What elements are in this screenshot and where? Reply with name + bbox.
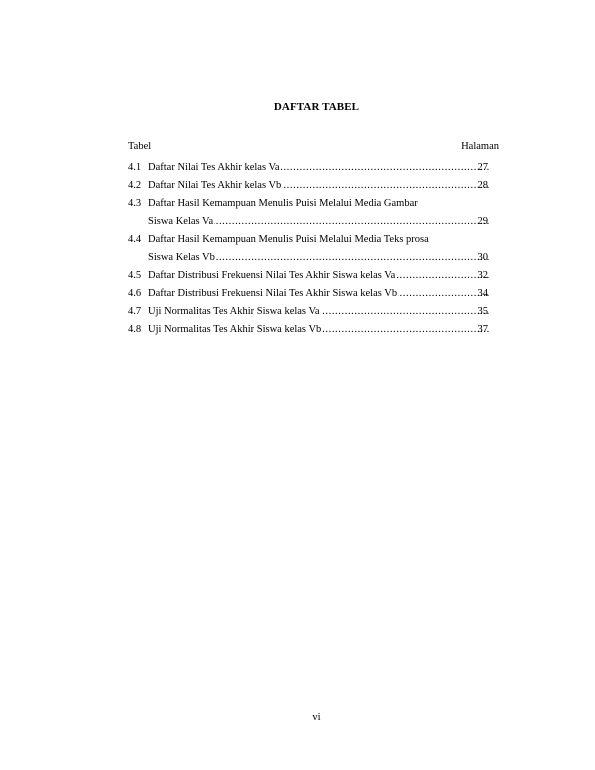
entry-number: 4.5 [128, 270, 142, 281]
toc-entry [128, 305, 499, 323]
page-number: vi [312, 712, 321, 723]
toc-header [128, 141, 499, 155]
toc-entry [128, 323, 499, 341]
entry-title-line-with-leader [148, 161, 490, 175]
entry-page-number: 35 [477, 306, 488, 317]
entry-title-line-with-leader [148, 287, 490, 301]
entry-number: 4.2 [128, 180, 142, 191]
toc-entry [128, 287, 499, 305]
entry-title-text: Uji Normalitas Tes Akhir Siswa kelas Va [148, 306, 320, 317]
entry-title-line [148, 197, 490, 211]
entry-number: 4.7 [128, 306, 142, 317]
entry-page-number: 37 [477, 324, 488, 335]
page-title: DAFTAR TABEL [273, 101, 360, 113]
entry-title-text: Daftar Hasil Kemampuan Menulis Puisi Melalui Media Gambar [148, 198, 418, 209]
entry-title-text: Daftar Distribusi Frekuensi Nilai Tes Akhir Siswa kelas Va [148, 270, 396, 281]
entry-title-text: Daftar Hasil Kemampuan Menulis Puisi Melalui Media Teks prosa [148, 234, 429, 245]
entry-page-number: 29 [477, 216, 488, 227]
entry-page-number: 32 [477, 270, 488, 281]
entry-page-number: 30 [477, 252, 488, 263]
toc-entry [128, 161, 499, 179]
entry-title-line-with-leader [148, 323, 490, 337]
entry-title-line-with-leader [148, 215, 490, 229]
entry-title-text: Daftar Nilai Tes Akhir kelas Va [148, 162, 280, 173]
toc-entry [128, 179, 499, 197]
entry-title-text: Siswa Kelas Vb [148, 252, 215, 263]
entry-number: 4.3 [128, 198, 142, 209]
entry-title-line-with-leader [148, 179, 490, 193]
toc-entry [128, 233, 499, 269]
entry-number: 4.1 [128, 162, 142, 173]
toc-entry [128, 197, 499, 233]
entry-title-line-with-leader [148, 251, 490, 265]
entry-title-line-with-leader [148, 305, 490, 319]
table-of-tables [128, 161, 499, 341]
toc-entry [128, 269, 499, 287]
entry-title-line [148, 233, 490, 247]
entry-number: 4.6 [128, 288, 142, 299]
entry-page-number: 28 [477, 180, 488, 191]
column-header-page: Halaman [461, 141, 499, 152]
entry-title-line-with-leader [148, 269, 490, 283]
entry-title-text: Daftar Distribusi Frekuensi Nilai Tes Akhir Siswa kelas Vb [148, 288, 398, 299]
entry-page-number: 34 [477, 288, 488, 299]
entry-title-text: Daftar Nilai Tes Akhir kelas Vb [148, 180, 282, 191]
column-header-table: Tabel [128, 141, 152, 152]
entry-number: 4.8 [128, 324, 142, 335]
entry-number: 4.4 [128, 234, 142, 245]
entry-page-number: 27 [477, 162, 488, 173]
entry-title-text: Uji Normalitas Tes Akhir Siswa kelas Vb [148, 324, 322, 335]
entry-title-text: Siswa Kelas Va [148, 216, 214, 227]
